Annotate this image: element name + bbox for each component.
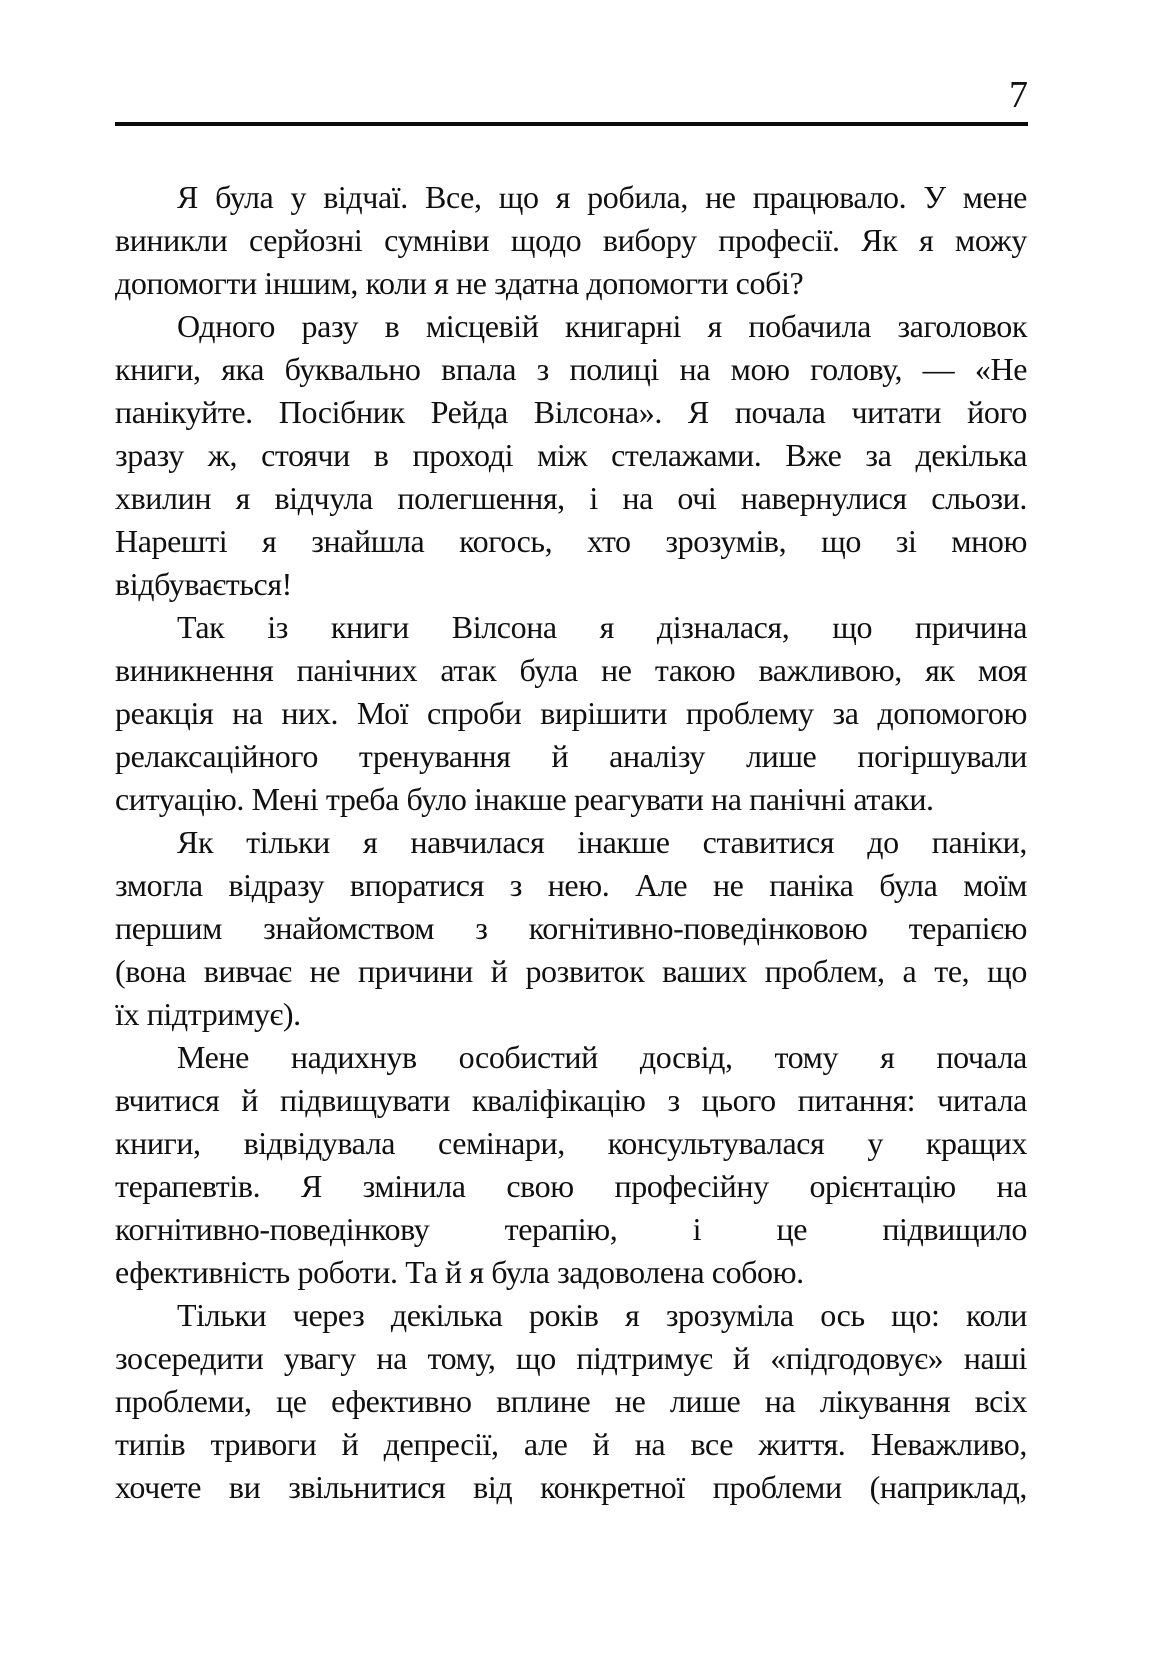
text-line: терапевтів. Я змінила свою професійну орієнтацію на (115, 1168, 1027, 1204)
text-line: ситуацію. Мені треба було інакше реагувати на панічні атаки. (115, 781, 934, 817)
paragraph (115, 1036, 1027, 1294)
text-line: (вона вивчає не причини й розвиток ваших проблем, а те, що (115, 953, 1027, 989)
text-line: зосередити увагу на тому, що підтримує й «підгодовує» наші (115, 1340, 1027, 1376)
text-line: хочете ви звільнитися від конкретної проблеми (наприклад, (115, 1469, 1027, 1505)
text-line: змогла відразу впоратися з нею. Але не паніка була моїм (115, 867, 1027, 903)
text-line: релаксаційного тренування й аналізу лише погіршували (115, 738, 1027, 774)
body-text (115, 176, 1027, 1509)
page-header (115, 76, 1028, 114)
text-line: відбувається! (115, 566, 292, 602)
text-line: Тільки через декілька років я зрозуміла ось що: коли (177, 1297, 1027, 1333)
text-line: реакція на них. Мої спроби вирішити проблему за допомогою (115, 695, 1027, 731)
text-line: їх підтримує). (115, 996, 301, 1032)
text-line: першим знайомством з когнітивно-поведінковою терапією (115, 910, 1027, 946)
paragraph (115, 821, 1027, 1036)
text-line: хвилин я відчула полегшення, і на очі навернулися сльози. (115, 480, 1027, 516)
paragraph (115, 176, 1027, 305)
text-line: Я була у відчаї. Все, що я робила, не працювало. У мене (177, 179, 1027, 215)
header-rule-divider (115, 122, 1028, 126)
paragraph (115, 606, 1027, 821)
text-line: виникнення панічних атак була не такою важливою, як моя (115, 652, 1027, 688)
text-line: типів тривоги й депресії, але й на все життя. Неважливо, (115, 1426, 1027, 1462)
paragraph (115, 305, 1027, 606)
text-line: зразу ж, стоячи в проході між стелажами. Вже за декілька (115, 437, 1027, 473)
text-line: книги, відвідувала семінари, консультувалася у кращих (115, 1125, 1027, 1161)
text-line: Як тільки я навчилася інакше ставитися до паніки, (177, 824, 1027, 860)
text-line: проблеми, це ефективно вплине не лише на лікування всіх (115, 1383, 1027, 1419)
text-line: допомогти іншим, коли я не здатна допомогти собі? (115, 265, 804, 301)
text-line: книги, яка буквально впала з полиці на мою голову, — «Не (115, 351, 1027, 387)
paragraph (115, 1294, 1027, 1509)
text-line: вчитися й підвищувати кваліфікацію з цього питання: читала (115, 1082, 1027, 1118)
text-line: Мене надихнув особистий досвід, тому я почала (177, 1039, 1027, 1075)
text-line: панікуйте. Посібник Рейда Вілсона». Я почала читати його (115, 394, 1027, 430)
text-line: виникли серйозні сумніви щодо вибору професії. Як я можу (115, 222, 1027, 258)
text-line: Нарешті я знайшла когось, хто зрозумів, що зі мною (115, 523, 1027, 559)
text-line: когнітивно-поведінкову терапію, і це підвищило (115, 1211, 1027, 1247)
page-number: 7 (1009, 74, 1028, 116)
text-line: Так із книги Вілсона я дізналася, що причина (177, 609, 1027, 645)
text-line: ефективність роботи. Та й я була задоволена собою. (115, 1254, 804, 1290)
text-line: Одного разу в місцевій книгарні я побачила заголовок (177, 308, 1027, 344)
